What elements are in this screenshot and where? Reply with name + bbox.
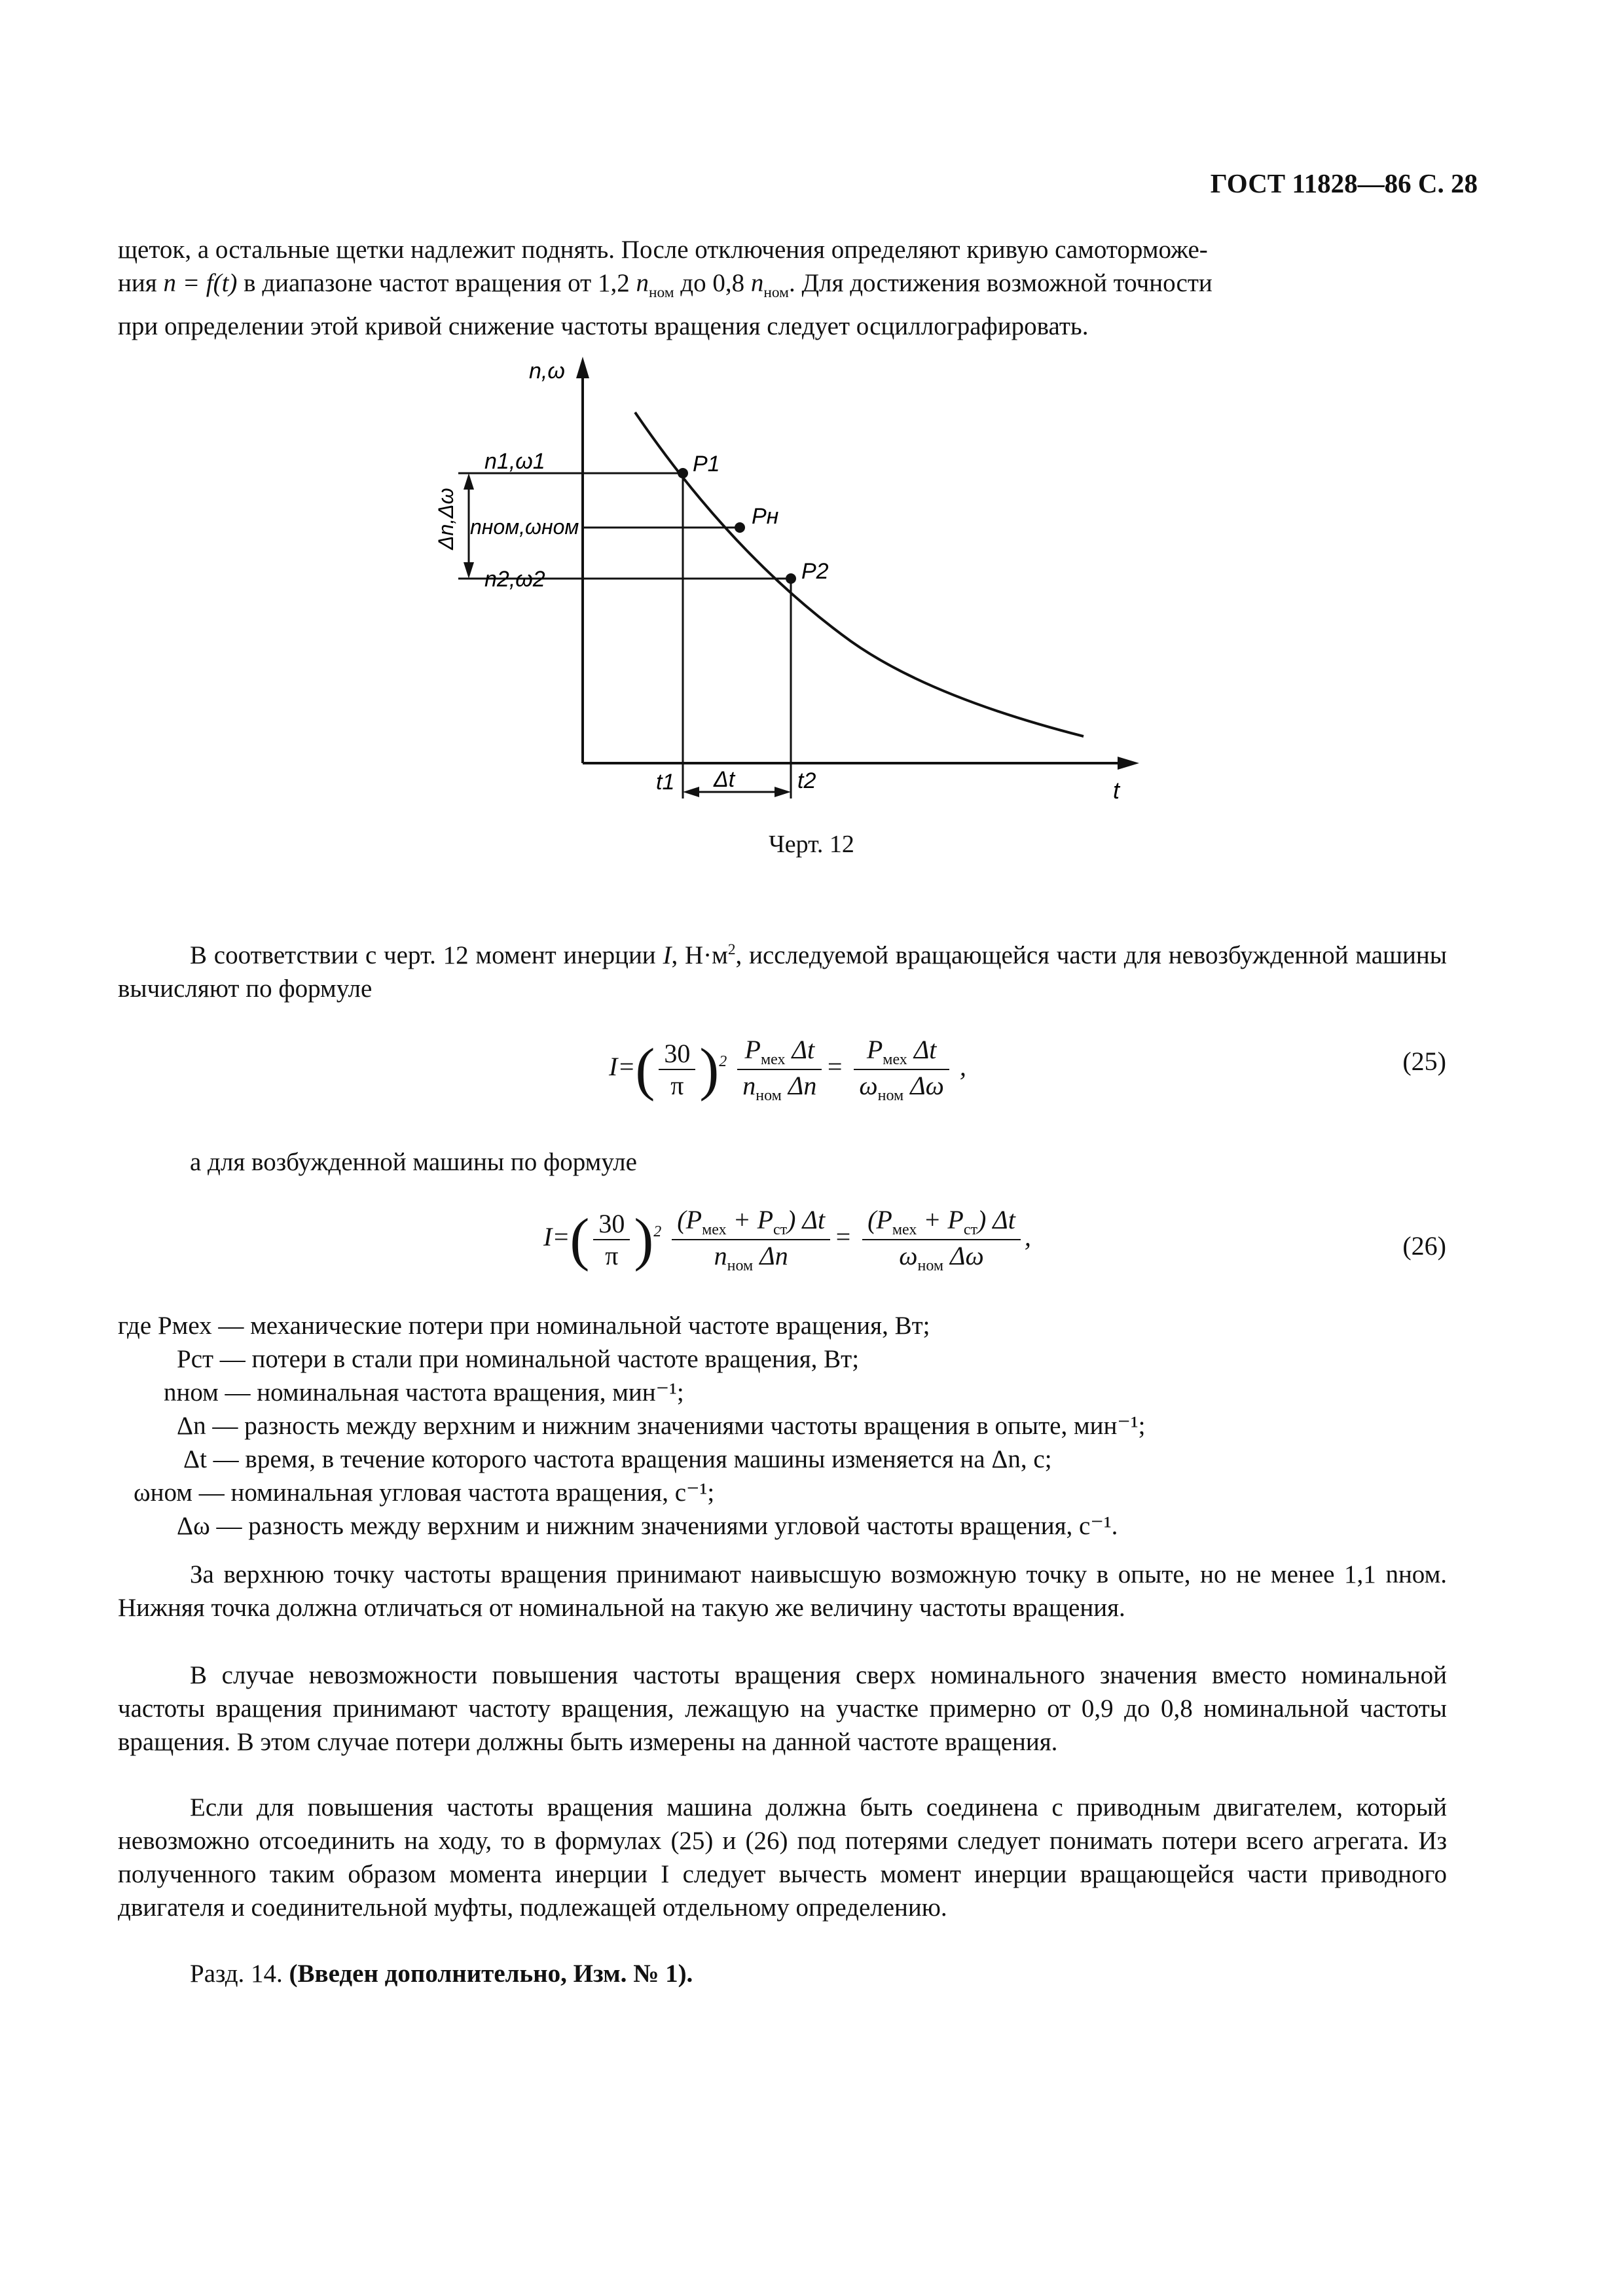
p2-label: P2 [801,559,829,584]
p1-label: P1 [693,452,720,476]
point-p1 [678,468,688,478]
paragraph-3: За верхнюю точку частоты вращения принимают наивысшую возможную точку в опыте, но не менее 1,1 nном. Нижняя точка должна отличаться от номинальной на такую же величину частоты вращения. [118,1560,1447,1622]
intro-line-2: ния n = f(t) в диапазоне частот вращения от 1,2 $n_{ном}$ до 0,8 $n_{ном}$. Для достижения возможной точности [118,269,1213,301]
definitions-list [118,1309,1493,1543]
paragraph-4: В случае невозможности повышения частоты вращения сверх номинального значения вместо номинальной частоты вращения принимают частоту вращения, лежащую на участке примерно от 0,9 до 0,8 номинальной частоты вращения. В этом случае потери должны быть измерены на данной частоте вращения. [118,1661,1447,1756]
def-nnom: nном — номинальная частота вращения, мин⁻¹; [164,1378,684,1407]
n1-label: n1,ω1 [484,449,545,474]
x-axis-arrow [1118,757,1139,770]
intro-line-3: при определении этой кривой снижение частоты вращения следует осциллографировать. [118,312,1089,340]
def-delta-omega: Δω — разность между верхним и нижним значениями угловой частоты вращения, с⁻¹. [177,1512,1118,1540]
x-axis-label: t [1113,777,1120,804]
nnom-label: nном,ωном [470,515,579,539]
equation-26-number: (26) [1402,1231,1446,1261]
def-omega-nom: ωном — номинальная угловая частота вращения, с⁻¹; [134,1479,715,1507]
t2-label: t2 [797,768,816,793]
paragraph-5: Если для повышения частоты вращения машина должна быть соединена с приводным двигателем, который невозможно отсоединить на ходу, то в формулах (25) и (26) под потерями следует понимать потери всего агрегата. Из полученного таким образом момента инерции I следует вычесть момент инерции вращающейся части приводного двигателя и соединительной муфты, подлежащей отдельному определению. [118,1793,1447,1922]
formula-26: I=( $\frac{30}{\pi}$ )$^2$ $\frac{(P_{мех} + P_{ст}) \Delta t}{n_{ном} \Delta n}$ = $\frac{(P_{мех} + P_{ст}) \Delta t}{\omega_{ном} \Delta\omega}$ , [543,1205,1031,1274]
def-delta-t: Δt — время, в течение которого частота вращения машины изменяется на Δn, с; [183,1445,1052,1473]
def-pst: Pст — потери в стали при номинальной частоте вращения, Вт; [177,1345,860,1373]
figure-caption: Черт. 12 [769,831,854,858]
pn-label: Pн [752,504,779,529]
intro-line-1: щеток, а остальные щетки надлежит поднять. После отключения определяют кривую самоторможе- [118,236,1208,264]
intro-paragraph [118,233,1447,343]
point-p2 [786,573,796,584]
decay-curve-figure [393,340,1178,812]
paragraph-1: В соответствии с черт. 12 момент инерции I, $Н\cdot м^2$, исследуемой вращающейся части для невозбужденной машины вычисляют по формуле [118,941,1447,1003]
delta-t-label: Δt [714,767,735,792]
paragraph-2: а для возбужденной машины по формуле [190,1148,637,1176]
page-header: ГОСТ 11828—86 С. 28 [1210,168,1478,198]
y-axis-label: n,ω [529,359,565,384]
equation-25-number: (25) [1402,1047,1446,1076]
def-delta-n: Δn — разность между верхним и нижним значениями частоты вращения в опыте, мин⁻¹; [177,1412,1146,1440]
n2-label: n2,ω2 [484,567,545,592]
final-note: Разд. 14. (Введен дополнительно, Изм. № 1). [190,1960,693,1988]
y-axis-arrow [576,357,589,378]
formula-25: I=( $\frac{30}{\pi}$ )$^2$ $\frac{P_{мех} \Delta t}{n_{ном} \Delta n}$ = $\frac{P_{мех} \Delta t}{\omega_{ном} \Delta\omega}$ , [609,1035,966,1104]
delta-n-label: Δn,Δω [434,488,458,550]
point-pn [735,522,745,533]
t1-label: t1 [656,770,675,795]
def-pmech: где Pмех — механические потери при номинальной частоте вращения, Вт; [118,1312,930,1340]
